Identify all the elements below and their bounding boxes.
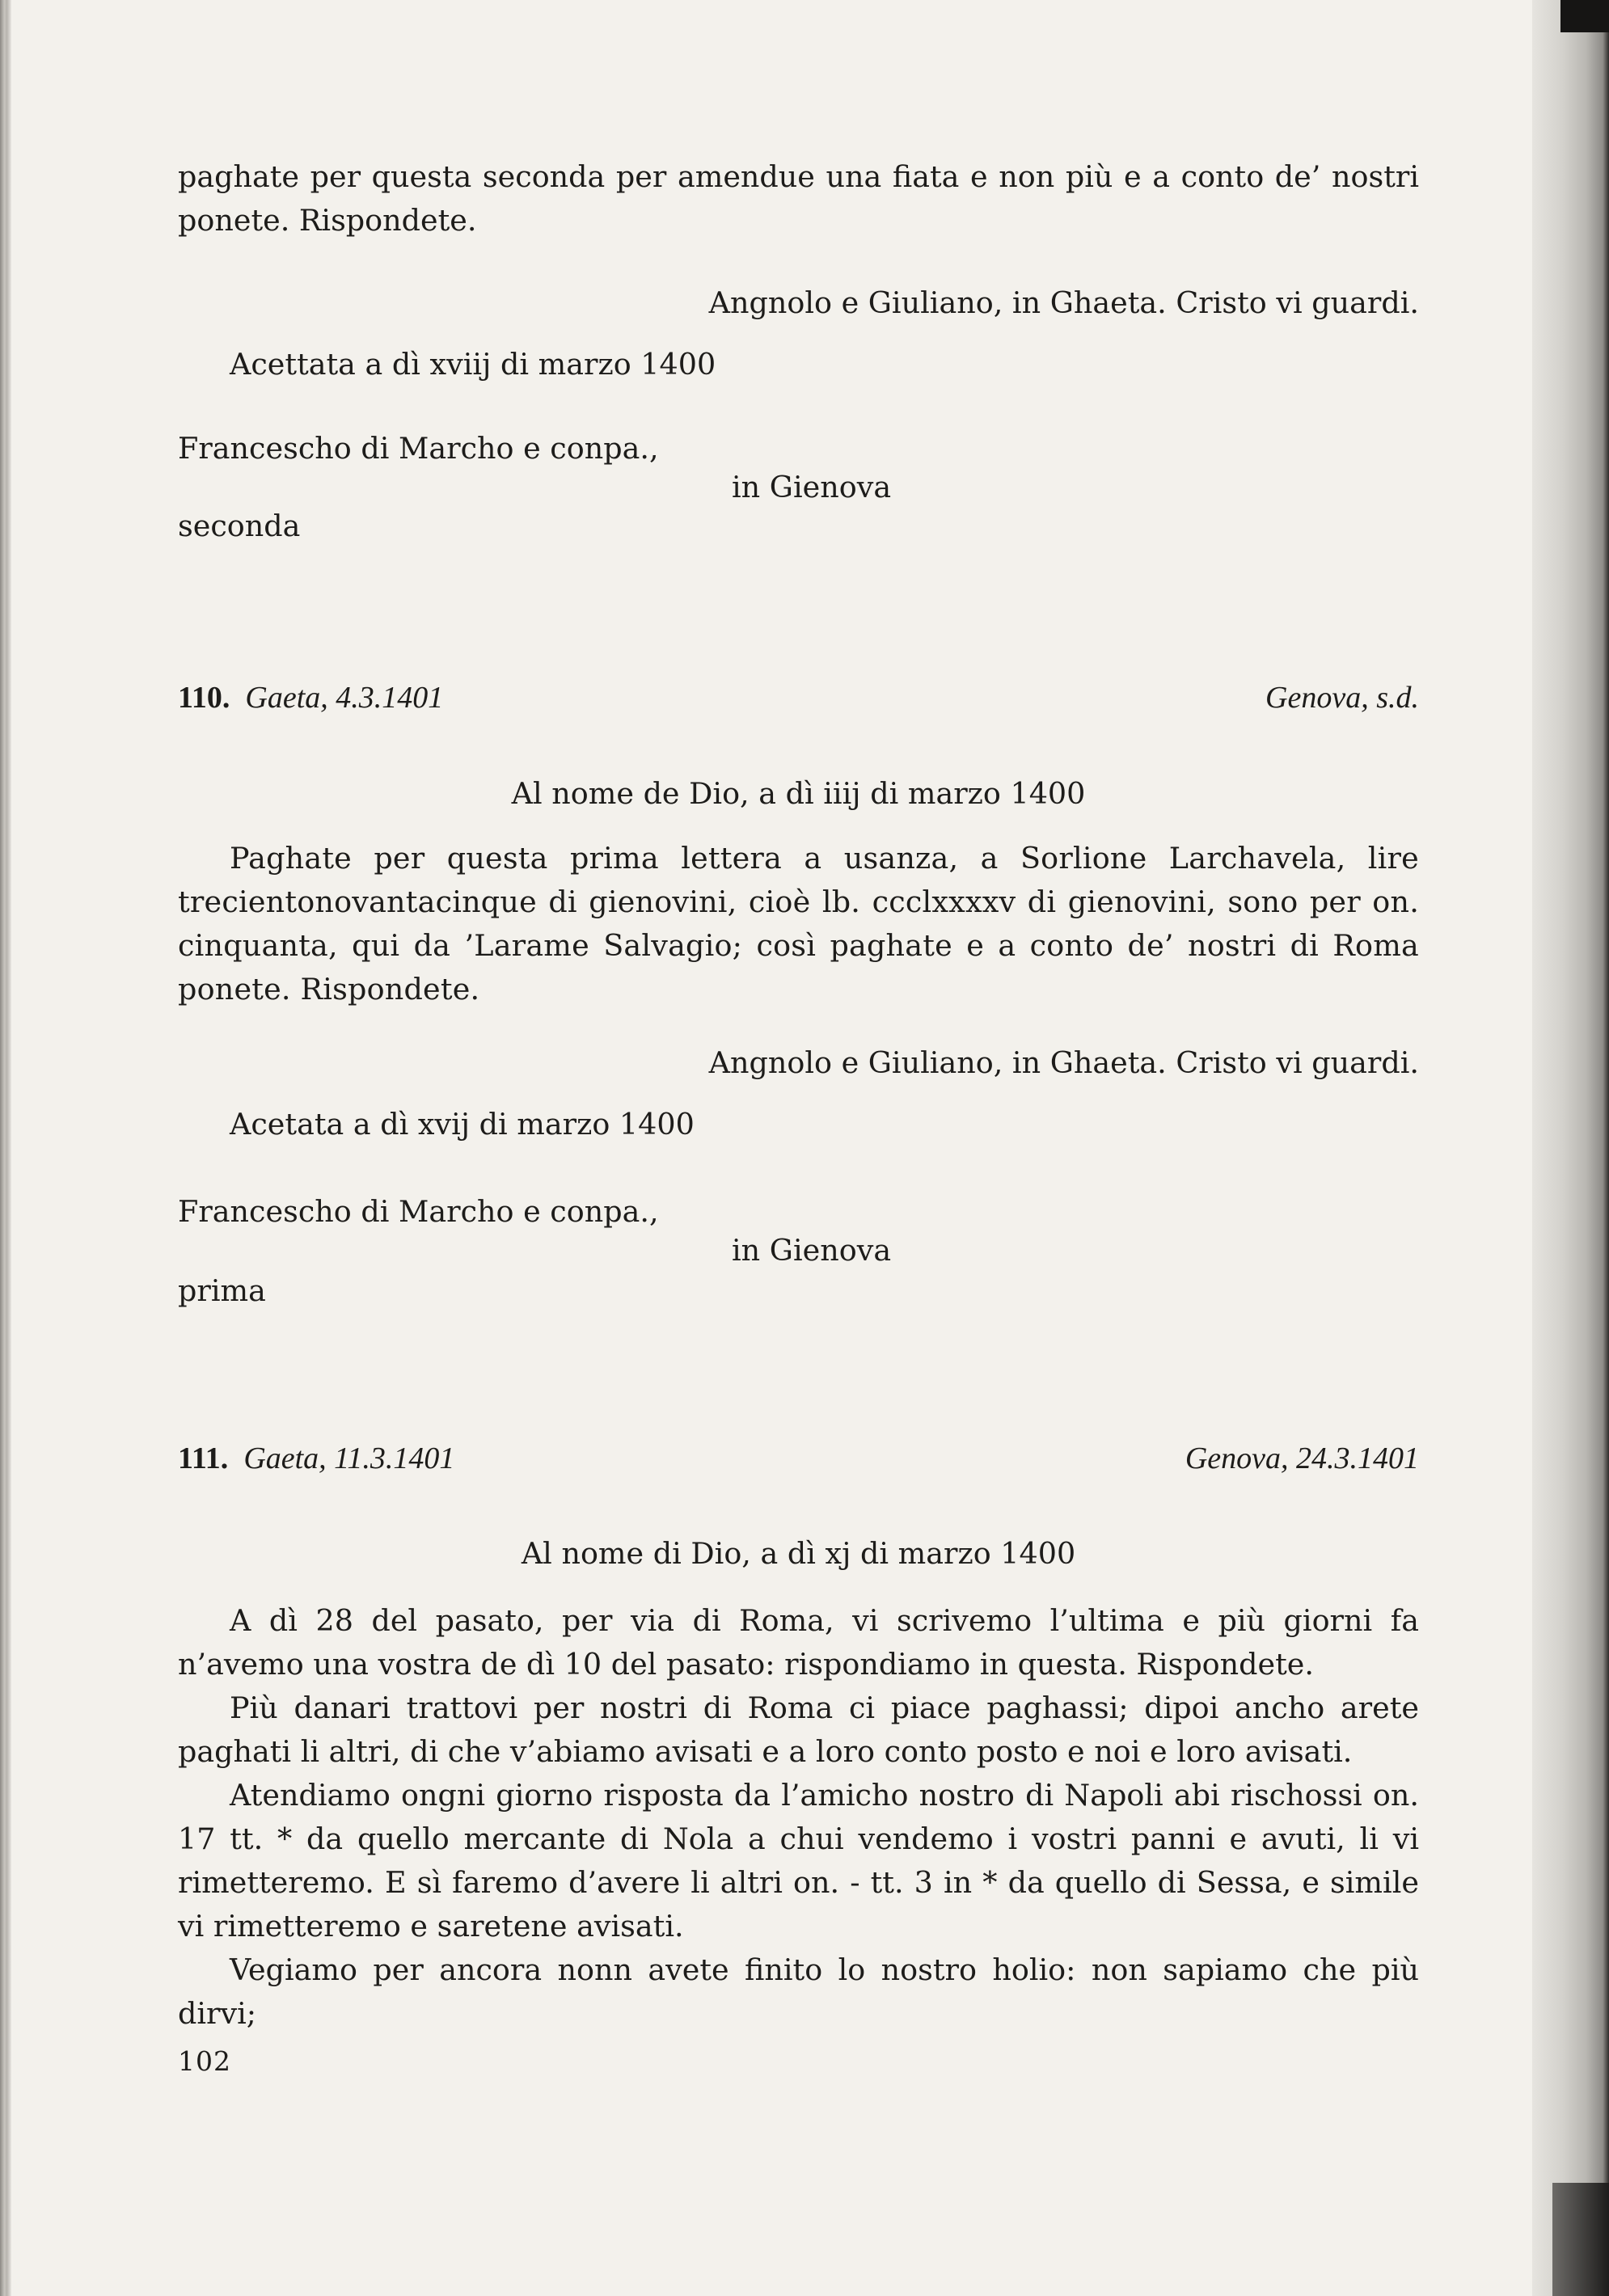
prev-letter-acceptance: Acettata a dì xviij di marzo 1400 bbox=[230, 347, 716, 382]
letter-111-origin: Gaeta, 11.3.1401 bbox=[243, 1441, 455, 1475]
letter-111-paragraph-2: Più danari trattovi per nostri di Roma ci piace paghassi; dipoi ancho arete paghati li altri, di che v’abiamo avisati e a loro conto posto e noi e loro avisati. bbox=[178, 1690, 1419, 1769]
page-corner-shadow-bottom bbox=[1552, 2183, 1609, 2296]
page-left-edge bbox=[0, 0, 11, 2296]
letter-110-heading bbox=[178, 676, 1419, 720]
page-corner-shadow bbox=[1560, 0, 1609, 32]
prev-letter-copy: seconda bbox=[178, 509, 301, 543]
page-number: 102 bbox=[178, 2045, 231, 2077]
letter-111-destination: Genova, 24.3.1401 bbox=[1185, 1441, 1419, 1475]
letter-110-destination: Genova, s.d. bbox=[1265, 681, 1419, 715]
letter-110-city: in Gienova bbox=[732, 1233, 892, 1268]
letter-110-signature: Angnolo e Giuliano, in Ghaeta. Cristo vi guardi. bbox=[708, 1045, 1419, 1080]
page-right-edge bbox=[1532, 0, 1609, 2296]
letter-111-number: 111. bbox=[178, 1441, 229, 1475]
letter-110-origin: Gaeta, 4.3.1401 bbox=[245, 681, 444, 715]
letter-111-paragraph-3: Atendiamo ongni giorno risposta da l’amicho nostro di Napoli abi rischossi on. 17 tt. * da quello mercante di Nola a chui vendemo i vostri panni e avuti, li vi rimetteremo. E sì faremo d’avere li altri on. - tt. 3 in * da quello di Sessa, e simile vi rimetteremo e saretene avisati. bbox=[178, 1778, 1419, 1944]
letter-110-body: Paghate per questa prima lettera a usanza, a Sorlione Larchavela, lire trecientonovantacinque di gienovini, cioè lb. ccclxxxxv di gienovini, sono per on. cinquanta, qui da ’Larame Salvagio; così paghate e a conto de’ nostri di Roma ponete. Rispondete. bbox=[178, 841, 1419, 1007]
letter-111-paragraph-4: Vegiamo per ancora nonn avete finito lo nostro holio: non sapiamo che più dirvi; bbox=[178, 1952, 1419, 2031]
prev-letter-addressee: Francescho di Marcho e conpa., bbox=[178, 431, 659, 466]
letter-111-opening: Al nome di Dio, a dì xj di marzo 1400 bbox=[521, 1536, 1076, 1571]
prev-letter-text: paghate per questa seconda per amendue una fiata e non più e a conto de’ nostri ponete. Rispondete. bbox=[178, 159, 1419, 238]
prev-letter-city: in Gienova bbox=[732, 470, 892, 504]
letter-110-opening: Al nome de Dio, a dì iiij di marzo 1400 bbox=[511, 776, 1086, 811]
letter-110-number: 110. bbox=[178, 681, 230, 715]
letter-110-addressee: Francescho di Marcho e conpa., bbox=[178, 1194, 659, 1229]
prev-letter-signature: Angnolo e Giuliano, in Ghaeta. Cristo vi guardi. bbox=[708, 285, 1419, 320]
letter-111-heading bbox=[178, 1437, 1419, 1480]
letter-110-acceptance: Acetata a dì xvij di marzo 1400 bbox=[230, 1107, 695, 1142]
letter-111-paragraph-1: A dì 28 del pasato, per via di Roma, vi scrivemo l’ultima e più giorni fa n’avemo una vostra de dì 10 del pasato: rispondiamo in questa. Rispondete. bbox=[178, 1603, 1419, 1682]
letter-110-copy: prima bbox=[178, 1273, 266, 1308]
